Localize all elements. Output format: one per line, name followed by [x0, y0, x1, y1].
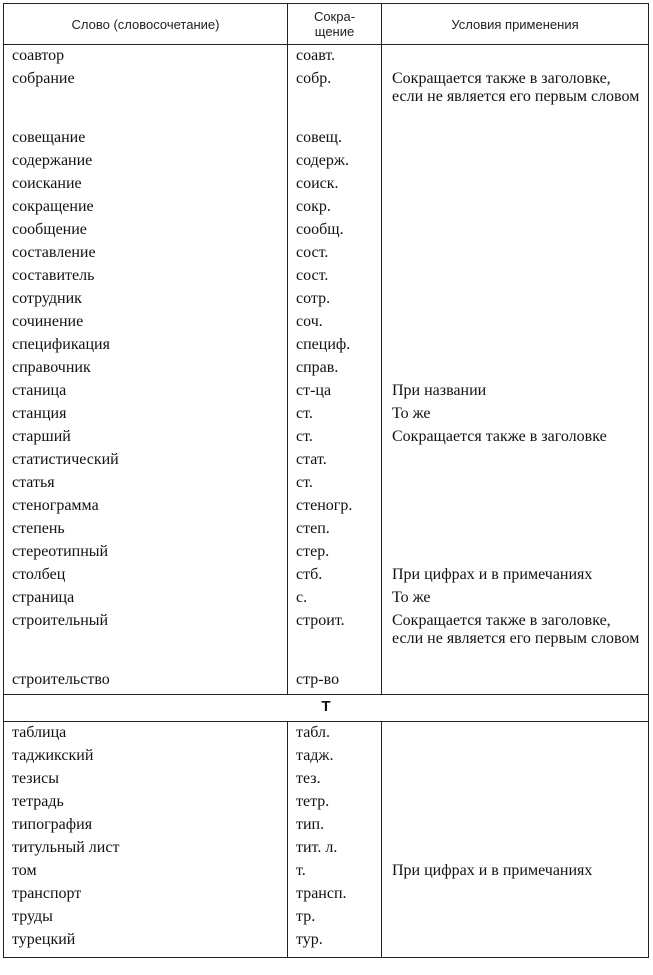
cell-conditions: [382, 242, 649, 265]
cell-conditions: [382, 472, 649, 495]
cell-abbr: тетр.: [288, 791, 382, 814]
cell-abbr: трансп.: [288, 883, 382, 906]
cell-conditions: [382, 45, 649, 69]
cell-word: сообщение: [4, 219, 288, 242]
cell-conditions: Сокращается также в заголовке, если не является его первым словом: [382, 610, 649, 669]
cell-word: статья: [4, 472, 288, 495]
cell-word: тетрадь: [4, 791, 288, 814]
cell-word: типография: [4, 814, 288, 837]
cell-word: соавтор: [4, 45, 288, 69]
cell-abbr: специф.: [288, 334, 382, 357]
cell-word: старший: [4, 426, 288, 449]
cell-abbr: соавт.: [288, 45, 382, 69]
cell-conditions: При названии: [382, 380, 649, 403]
cell-word: составитель: [4, 265, 288, 288]
cell-conditions: [382, 127, 649, 150]
cell-word: стенограмма: [4, 495, 288, 518]
table-row: [4, 426, 649, 449]
cell-abbr: стер.: [288, 541, 382, 564]
cell-word: строительство: [4, 669, 288, 695]
cell-conditions: [382, 906, 649, 929]
cell-word: титульный лист: [4, 837, 288, 860]
table-row: [4, 219, 649, 242]
cell-abbr: тез.: [288, 768, 382, 791]
table-row: [4, 265, 649, 288]
table-row: [4, 837, 649, 860]
table-row: [4, 311, 649, 334]
cell-word: таблица: [4, 722, 288, 746]
cell-word: сочинение: [4, 311, 288, 334]
cell-word: столбец: [4, 564, 288, 587]
table-row: [4, 196, 649, 219]
cell-abbr: стб.: [288, 564, 382, 587]
cell-conditions: [382, 722, 649, 746]
table-row: [4, 722, 649, 746]
table-row: [4, 357, 649, 380]
table-row: [4, 150, 649, 173]
cell-conditions: То же: [382, 587, 649, 610]
table-row: [4, 564, 649, 587]
cell-word: станица: [4, 380, 288, 403]
cell-conditions: [382, 814, 649, 837]
table-row: [4, 127, 649, 150]
cell-word: степень: [4, 518, 288, 541]
header-conditions: Условия применения: [382, 4, 649, 45]
cell-conditions: [382, 334, 649, 357]
cell-conditions: [382, 219, 649, 242]
cell-conditions: При цифрах и в примечаниях: [382, 860, 649, 883]
cell-abbr: сотр.: [288, 288, 382, 311]
cell-word: транспорт: [4, 883, 288, 906]
table-row: [4, 745, 649, 768]
cell-abbr: совещ.: [288, 127, 382, 150]
table-row: [4, 860, 649, 883]
cell-conditions: [382, 929, 649, 958]
cell-abbr: стеногр.: [288, 495, 382, 518]
cell-word: станция: [4, 403, 288, 426]
cell-word: турецкий: [4, 929, 288, 958]
cell-abbr: степ.: [288, 518, 382, 541]
cell-word: сотрудник: [4, 288, 288, 311]
cell-conditions: [382, 196, 649, 219]
table-row: [4, 610, 649, 669]
cell-abbr: тит. л.: [288, 837, 382, 860]
cell-abbr: стат.: [288, 449, 382, 472]
cell-abbr: тур.: [288, 929, 382, 958]
table-row: [4, 449, 649, 472]
cell-conditions: [382, 837, 649, 860]
cell-word: труды: [4, 906, 288, 929]
cell-word: спецификация: [4, 334, 288, 357]
cell-conditions: То же: [382, 403, 649, 426]
table-row: [4, 669, 649, 695]
table-row: [4, 518, 649, 541]
table-row: [4, 380, 649, 403]
cell-abbr: сокр.: [288, 196, 382, 219]
table-row: [4, 45, 649, 69]
cell-abbr: строит.: [288, 610, 382, 669]
cell-conditions: [382, 883, 649, 906]
cell-abbr: сост.: [288, 265, 382, 288]
table-row: [4, 242, 649, 265]
cell-abbr: сост.: [288, 242, 382, 265]
cell-abbr: ст-ца: [288, 380, 382, 403]
cell-word: содержание: [4, 150, 288, 173]
cell-conditions: [382, 745, 649, 768]
cell-conditions: [382, 265, 649, 288]
table-row: [4, 403, 649, 426]
letter-heading: Т: [4, 695, 649, 722]
section-t: [4, 722, 649, 958]
cell-conditions: [382, 541, 649, 564]
cell-word: справочник: [4, 357, 288, 380]
cell-conditions: [382, 311, 649, 334]
table-row: [4, 68, 649, 127]
cell-abbr: т.: [288, 860, 382, 883]
cell-abbr: тип.: [288, 814, 382, 837]
cell-word: совещание: [4, 127, 288, 150]
cell-conditions: [382, 791, 649, 814]
table-row: [4, 334, 649, 357]
cell-abbr: соиск.: [288, 173, 382, 196]
table-row: [4, 173, 649, 196]
cell-abbr: стр-во: [288, 669, 382, 695]
cell-abbr: ст.: [288, 426, 382, 449]
cell-conditions: [382, 449, 649, 472]
table-row: [4, 472, 649, 495]
cell-conditions: [382, 357, 649, 380]
header-abbr-line1: Сокра-: [313, 9, 356, 24]
cell-word: том: [4, 860, 288, 883]
cell-abbr: с.: [288, 587, 382, 610]
cell-conditions: Сокращается также в заголовке, если не является его первым словом: [382, 68, 649, 127]
cell-word: стереотипный: [4, 541, 288, 564]
cell-conditions: [382, 495, 649, 518]
section-t-heading: [4, 695, 649, 722]
table-row: [4, 906, 649, 929]
table-row: [4, 541, 649, 564]
header-abbr-line2: щение: [314, 24, 355, 39]
cell-word: статистический: [4, 449, 288, 472]
table-row: [4, 883, 649, 906]
header-abbr: [288, 4, 382, 45]
cell-abbr: содерж.: [288, 150, 382, 173]
table-row: [4, 814, 649, 837]
table-row: [4, 929, 649, 958]
cell-word: таджикский: [4, 745, 288, 768]
table-header: [4, 4, 649, 45]
section-s: [4, 45, 649, 695]
cell-word: тезисы: [4, 768, 288, 791]
table-row: [4, 768, 649, 791]
cell-word: соискание: [4, 173, 288, 196]
cell-word: строительный: [4, 610, 288, 669]
cell-abbr: ст.: [288, 403, 382, 426]
cell-abbr: сообщ.: [288, 219, 382, 242]
cell-conditions: [382, 518, 649, 541]
cell-word: составление: [4, 242, 288, 265]
table-row: [4, 791, 649, 814]
cell-abbr: тадж.: [288, 745, 382, 768]
cell-abbr: соч.: [288, 311, 382, 334]
cell-conditions: [382, 150, 649, 173]
cell-conditions: [382, 768, 649, 791]
cell-abbr: собр.: [288, 68, 382, 127]
cell-abbr: табл.: [288, 722, 382, 746]
cell-conditions: При цифрах и в примечаниях: [382, 564, 649, 587]
table-row: [4, 495, 649, 518]
cell-abbr: ст.: [288, 472, 382, 495]
abbreviations-table: [3, 3, 649, 958]
cell-abbr: справ.: [288, 357, 382, 380]
cell-conditions: [382, 288, 649, 311]
cell-word: сокращение: [4, 196, 288, 219]
cell-conditions: [382, 669, 649, 695]
header-word: Слово (словосочетание): [4, 4, 288, 45]
table-row: [4, 587, 649, 610]
cell-word: собрание: [4, 68, 288, 127]
cell-abbr: тр.: [288, 906, 382, 929]
cell-conditions: Сокращается также в заголовке: [382, 426, 649, 449]
table-row: [4, 288, 649, 311]
cell-word: страница: [4, 587, 288, 610]
cell-conditions: [382, 173, 649, 196]
